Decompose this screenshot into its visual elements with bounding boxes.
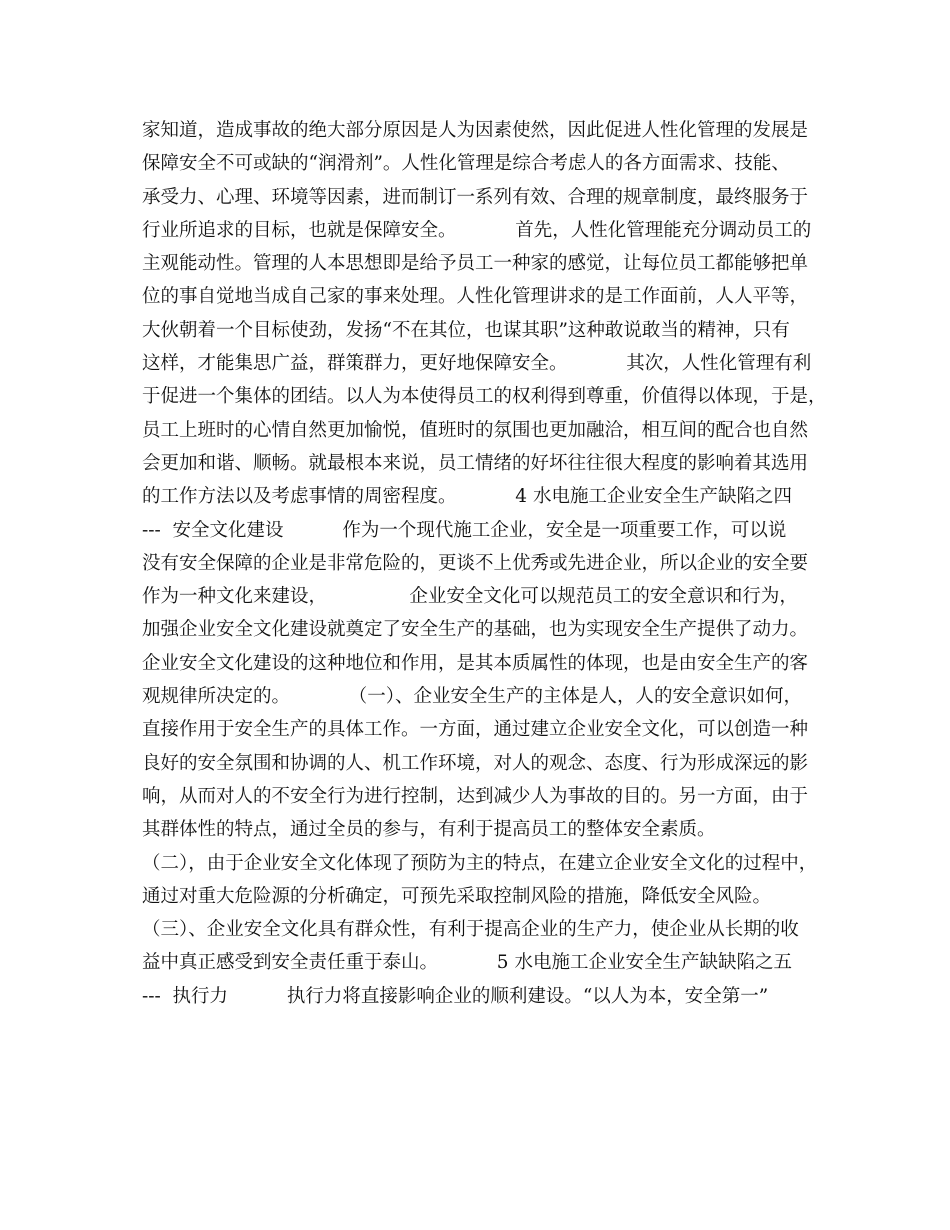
text-line: 企业安全文化建设的这种地位和作用，是其本质属性的体现，也是由安全生产的客	[142, 652, 809, 674]
text-line: （三）、企业安全文化具有群众性，有利于提高企业的生产力，使企业从长期的收	[142, 919, 799, 941]
text-line: 直接作用于安全生产的具体工作。一方面，通过建立企业安全文化，可以创造一种	[142, 719, 809, 741]
text-line: 主观能动性。管理的人本思想即是给予员工一种家的感觉，让每位员工都能够把单	[142, 253, 809, 275]
text-line: 观规律所决定的。 （一）、企业安全生产的主体是人，人的安全意识如何，	[142, 686, 803, 708]
text-line: 于促进一个集体的团结。以人为本使得员工的权利得到尊重，价值得以体现，于是，	[142, 386, 827, 408]
text-line: （二），由于企业安全文化体现了预防为主的特点，在建立企业安全文化的过程中，	[142, 852, 818, 874]
text-line: 这样，才能集思广益，群策群力，更好地保障安全。 其次，人性化管理有利	[142, 353, 812, 375]
text-line: 的工作方法以及考虑事情的周密程度。 4 水电施工企业安全生产缺陷之四	[142, 486, 792, 508]
text-line: 通过对重大危险源的分析确定，可预先采取控制风险的措施，降低安全风险。	[142, 885, 772, 907]
text-line: 良好的安全氛围和协调的人、机工作环境，对人的观念、态度、行为形成深远的影	[142, 752, 809, 774]
text-line: 位的事自觉地当成自己家的事来处理。人性化管理讲求的是工作面前，人人平等，	[142, 286, 809, 308]
text-line: 家知道，造成事故的绝大部分原因是人为因素使然，因此促进人性化管理的发展是	[142, 120, 809, 141]
text-line: 承受力、心理、环境等因素，进而制订一系列有效、合理的规章制度，最终服务于	[142, 186, 809, 208]
text-line: 响，从而对人的不安全行为进行控制，达到减少人为事故的目的。另一方面，由于	[142, 785, 809, 807]
text-line: 行业所追求的目标，也就是保障安全。 首先，人性化管理能充分调动员工的	[142, 219, 812, 241]
text-line: 作为一种文化来建设， 企业安全文化可以规范员工的安全意识和行为，	[142, 586, 798, 608]
text-line: 没有安全保障的企业是非常危险的，更谈不上优秀或先进企业，所以企业的安全要	[142, 552, 809, 574]
text-line: 大伙朝着一个目标使劲，发扬“不在其位，也谋其职”这种敢说敢当的精神，只有	[142, 319, 790, 341]
text-line: --- 执行力 执行力将直接影响企业的顺利建设。“以人为本，安全第一”	[142, 985, 769, 1007]
text-line: --- 安全文化建设 作为一个现代施工企业，安全是一项重要工作，可以说	[142, 519, 787, 541]
body-text	[142, 114, 832, 1013]
text-line: 保障安全不可或缺的“润滑剂”。人性化管理是综合考虑人的各方面需求、技能、	[142, 153, 790, 175]
text-line: 员工上班时的心情自然更加愉悦，值班时的氛围也更加融洽，相互间的配合也自然	[142, 419, 809, 441]
text-line: 加强企业安全文化建设就奠定了安全生产的基础，也为实现安全生产提供了动力。	[142, 619, 809, 641]
text-line: 益中真正感受到安全责任重于泰山。 5 水电施工企业安全生产缺缺陷之五	[142, 952, 792, 974]
text-line: 其群体性的特点，通过全员的参与，有利于提高员工的整体安全素质。	[142, 819, 716, 841]
text-line: 会更加和谐、顺畅。就最根本来说，员工情绪的好坏往往很大程度的影响着其选用	[142, 452, 809, 474]
